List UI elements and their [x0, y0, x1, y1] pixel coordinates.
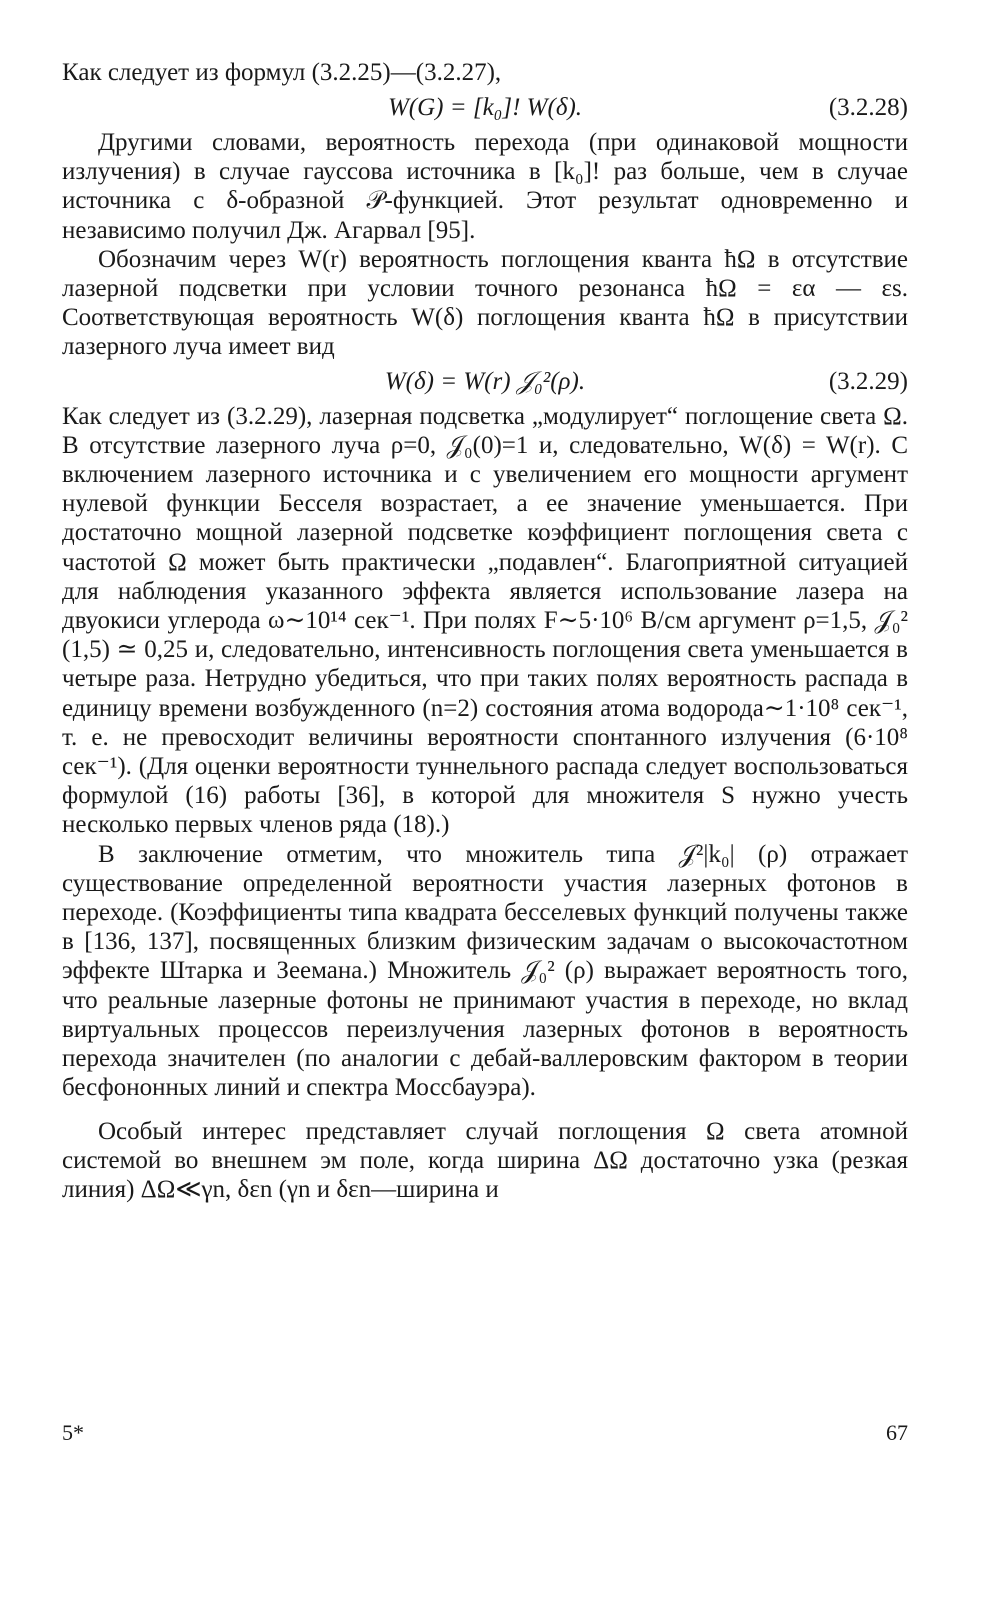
formula-expression: W(δ) = W(r) 𝒥₀²(ρ). [384, 367, 586, 395]
intro-line: Как следует из формул (3.2.25)—(3.2.27), [62, 59, 502, 86]
formula-expression: W(G) = [k₀]! W(δ). [387, 94, 583, 121]
formula-3-2-28 [62, 88, 908, 128]
paragraph-5: Особый интерес представляет случай поглощения Ω света атомной системой во внешнем эм поле, когда ширина ΔΩ достаточно узка (резкая линия) ΔΩ≪γn, δεn (γn и δεn—ширина и [62, 1117, 908, 1203]
formula-number: (3.2.28) [828, 94, 908, 121]
paragraph-1: Другими словами, вероятность перехода (при одинаковой мощности излучения) в случае гауссова источника в [k₀]! раз больше, чем в случае источника с δ-образной 𝒫-функцией. Этот результат одновременно и независимо получил Дж. Агарвал [95]. [62, 129, 908, 244]
page-body [62, 58, 908, 1204]
paragraph-2: Обозначим через W(r) вероятность поглощения кванта ħΩ в отсутствие лазерной подсветки при условии точного резонанса ħΩ = εα — εs. Соответствующая вероятность W(δ) поглощения кванта ħΩ в присутствии лазерного луча имеет вид [62, 245, 908, 361]
paragraph-3: Как следует из (3.2.29), лазерная подсветка „модулирует“ поглощение света Ω. В отсутствие лазерного луча ρ=0, 𝒥₀(0)=1 и, следовательно, W(δ) = W(r). С включением лазерного источника и с увеличением его мощности аргумент нулевой функции Бесселя возрастает, а ее значение уменьшается. При достаточно мощной лазерной подсветке коэффициент поглощения света с частотой Ω может быть практически „подавлен“. Благоприятной ситуацией для наблюдения указанного эффекта является использование лазера на двуокиси углерода ω∼10¹⁴ сек⁻¹. При полях F∼5·10⁶ В/см аргумент ρ=1,5, 𝒥₀² (1,5) ≃ 0,25 и, следовательно, интенсивность поглощения света уменьшается в четыре раза. Нетрудно убедиться, что при таких полях вероятность распада в единицу времени возбужденного (n=2) состояния атома водорода∼1·10⁸ сек⁻¹, т. е. не превосходит величины вероятности спонтанного излучения (6·10⁸ сек⁻¹). (Для оценки вероятности туннельного распада следует воспользоваться формулой (16) работы [36], в которой для множителя S нужно учесть несколько первых членов ряда (18).) [62, 402, 908, 839]
formula-3-2-29 [62, 362, 908, 402]
signature-mark: 5* [62, 1420, 84, 1445]
formula-number: (3.2.29) [828, 367, 908, 395]
paragraph-4: В заключение отметим, что множитель типа 𝒥²|k₀| (ρ) отражает существование определенной вероятности участия лазерных фотонов в переходе. (Коэффициенты типа квадрата бесселевых функций получены также в [136, 137], посвященных близким физическим задачам о высокочастотном эффекте Штарка и Зеемана.) Множитель 𝒥₀² (ρ) выражает вероятность того, что реальные лазерные фотоны не принимают участия в переходе, но вклад виртуальных процессов переизлучения лазерных фотонов в вероятность перехода значителен (по аналогии с дебай-валлеровским фактором в теории бесфононных линий и спектра Моссбауэра). [62, 840, 908, 1102]
page-number: 67 [886, 1420, 908, 1445]
